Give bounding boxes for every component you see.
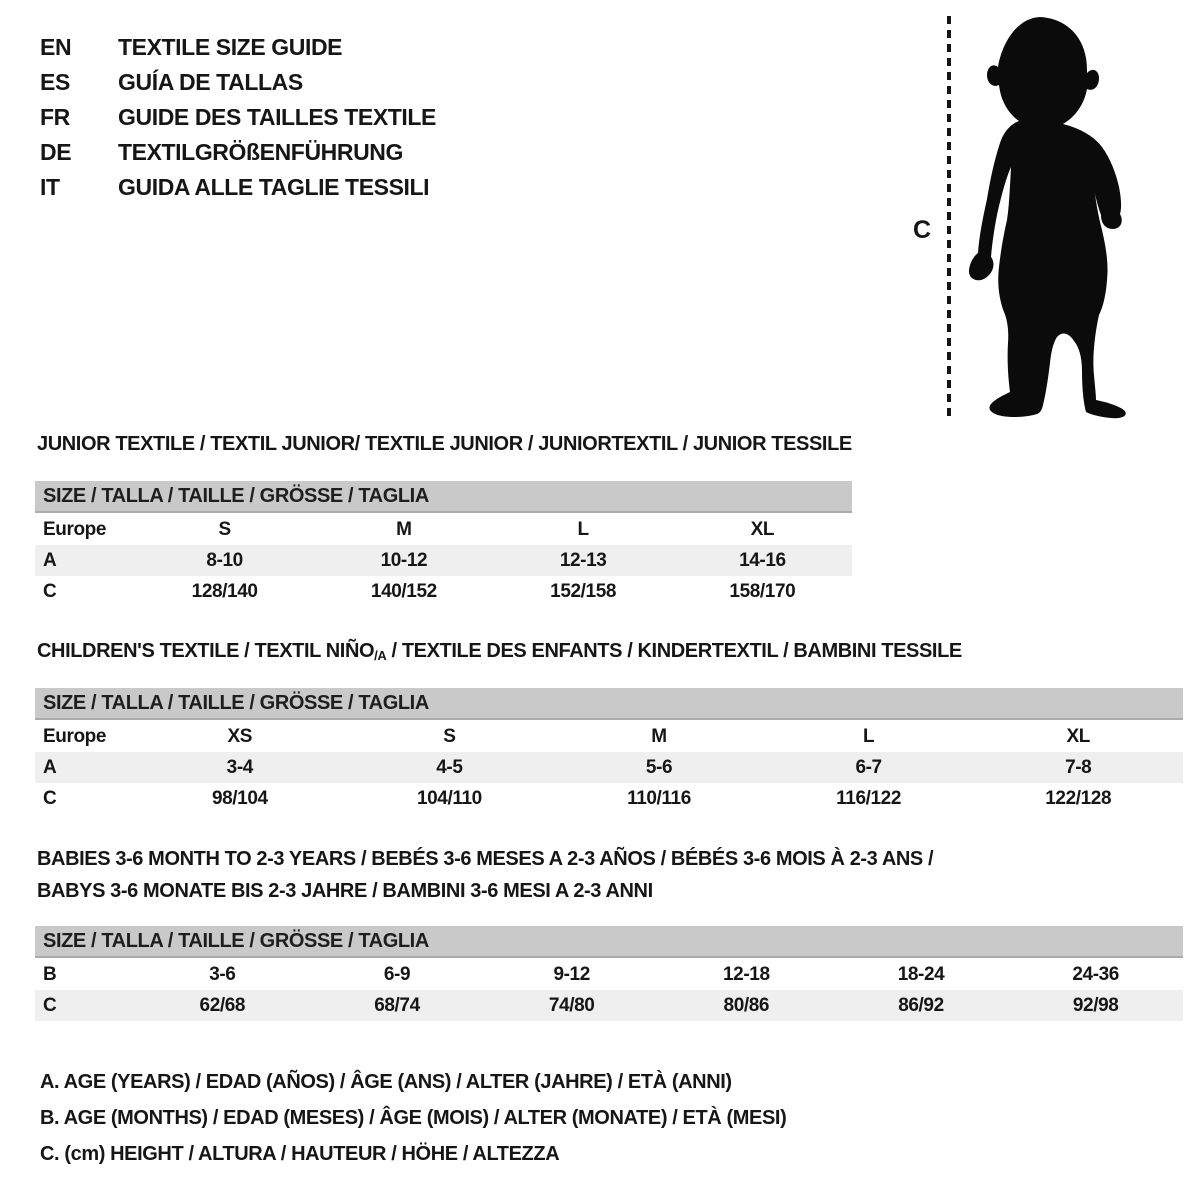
- language-label: TEXTILGRÖßENFÜHRUNG: [118, 139, 403, 165]
- note-age-months: B. AGE (MONTHS) / EDAD (MESES) / ÂGE (MOIS) / ALTER (MONATE) / ETÀ (MESI): [40, 1107, 787, 1129]
- language-item-en: [40, 30, 436, 65]
- row-label: A: [43, 549, 57, 571]
- value-cell: 110/116: [627, 787, 691, 809]
- value-cell: 6-7: [855, 756, 882, 778]
- table-row-height: [35, 990, 1183, 1021]
- language-code: ES: [40, 69, 70, 95]
- value-cell: 74/80: [548, 994, 595, 1016]
- value-cell: 4-5: [436, 756, 463, 778]
- table-row-age-months: [35, 959, 1183, 990]
- value-cell: 9-12: [553, 963, 590, 985]
- size-cell: M: [396, 518, 412, 540]
- height-measure-label: C: [913, 216, 931, 244]
- language-label: GUÍA DE TALLAS: [118, 69, 303, 95]
- row-label: Europe: [43, 518, 107, 540]
- value-cell: 5-6: [645, 756, 673, 778]
- value-cell: 92/98: [1072, 994, 1119, 1016]
- size-cell: XL: [1066, 725, 1090, 747]
- value-cell: 12-18: [723, 963, 770, 985]
- value-cell: 6-9: [383, 963, 411, 985]
- size-cell: L: [577, 518, 589, 540]
- toddler-silhouette: [956, 14, 1140, 420]
- title-subscript: /A: [374, 648, 387, 663]
- size-cell: M: [651, 725, 667, 747]
- table-row-height: [35, 576, 852, 607]
- value-cell: 140/152: [370, 580, 437, 602]
- size-header-bar: SIZE / TALLA / TAILLE / GRÖSSE / TAGLIA: [35, 688, 1183, 720]
- value-cell: 152/158: [550, 580, 617, 602]
- size-cell: L: [862, 725, 875, 747]
- value-cell: 7-8: [1065, 756, 1092, 778]
- value-cell: 98/104: [211, 787, 268, 809]
- value-cell: 128/140: [191, 580, 258, 602]
- value-cell: 62/68: [199, 994, 246, 1016]
- row-label: C: [43, 787, 57, 809]
- note-height-cm: C. (cm) HEIGHT / ALTURA / HAUTEUR / HÖHE / ALTEZZA: [40, 1143, 560, 1165]
- language-legend: [40, 30, 436, 205]
- value-cell: 116/122: [836, 787, 902, 809]
- value-cell: 104/110: [416, 787, 482, 809]
- value-cell: 122/128: [1045, 787, 1112, 809]
- value-cell: 158/170: [729, 580, 796, 602]
- row-label: C: [43, 994, 57, 1016]
- size-header-bar: SIZE / TALLA / TAILLE / GRÖSSE / TAGLIA: [35, 481, 852, 513]
- table-row-age: [35, 545, 852, 576]
- language-label: GUIDE DES TAILLES TEXTILE: [118, 104, 436, 130]
- language-label: TEXTILE SIZE GUIDE: [118, 34, 343, 60]
- section-title-children: [37, 640, 962, 663]
- section-title-babies-line1: BABIES 3-6 MONTH TO 2-3 YEARS / BEBÉS 3-6 MESES A 2-3 AÑOS / BÉBÉS 3-6 MOIS À 2-3 ANS /: [37, 848, 934, 870]
- row-label: A: [43, 756, 57, 778]
- size-header-bar: SIZE / TALLA / TAILLE / GRÖSSE / TAGLIA: [35, 926, 1183, 958]
- section-title-junior: JUNIOR TEXTILE / TEXTIL JUNIOR/ TEXTILE JUNIOR / JUNIORTEXTIL / JUNIOR TESSILE: [37, 433, 852, 455]
- children-section: [35, 640, 1183, 818]
- value-cell: 68/74: [374, 994, 420, 1016]
- note-age-years: A. AGE (YEARS) / EDAD (AÑOS) / ÂGE (ANS) / ALTER (JAHRE) / ETÀ (ANNI): [40, 1071, 732, 1093]
- row-label: Europe: [43, 725, 107, 747]
- language-code: FR: [40, 104, 70, 130]
- value-cell: 8-10: [206, 549, 243, 571]
- language-item-es: [40, 65, 436, 100]
- babies-section: [35, 848, 1183, 1023]
- language-item-fr: [40, 100, 436, 135]
- language-label: GUIDA ALLE TAGLIE TESSILI: [118, 174, 430, 200]
- language-code: IT: [40, 174, 60, 200]
- row-label: C: [43, 580, 57, 602]
- table-row-europe: [35, 721, 1183, 752]
- size-cell: XS: [227, 725, 253, 747]
- value-cell: 18-24: [897, 963, 945, 985]
- size-cell: S: [218, 518, 231, 540]
- size-cell: S: [443, 725, 456, 747]
- value-cell: 12-13: [559, 549, 607, 571]
- row-label: B: [43, 963, 57, 985]
- value-cell: 86/92: [898, 994, 944, 1016]
- language-item-de: [40, 135, 436, 170]
- language-item-it: [40, 170, 436, 205]
- title-text: CHILDREN'S TEXTILE / TEXTIL NIÑO: [37, 640, 375, 662]
- height-dashed-line: [947, 16, 951, 416]
- junior-section: [35, 433, 852, 608]
- size-cell: XL: [750, 518, 775, 540]
- legend-notes: [40, 1064, 786, 1172]
- language-code: EN: [40, 34, 72, 60]
- value-cell: 3-6: [209, 963, 236, 985]
- value-cell: 80/86: [723, 994, 770, 1016]
- value-cell: 24-36: [1072, 963, 1119, 985]
- table-row-europe: [35, 514, 852, 545]
- title-text: / TEXTILE DES ENFANTS / KINDERTEXTIL / BAMBINI TESSILE: [386, 640, 962, 662]
- value-cell: 10-12: [380, 549, 428, 571]
- table-row-age: [35, 752, 1183, 783]
- value-cell: 14-16: [739, 549, 786, 571]
- language-code: DE: [40, 139, 72, 165]
- section-title-babies-line2: BABYS 3-6 MONATE BIS 2-3 JAHRE / BAMBINI 3-6 MESI A 2-3 ANNI: [37, 880, 653, 902]
- table-row-height: [35, 783, 1183, 814]
- value-cell: 3-4: [226, 756, 253, 778]
